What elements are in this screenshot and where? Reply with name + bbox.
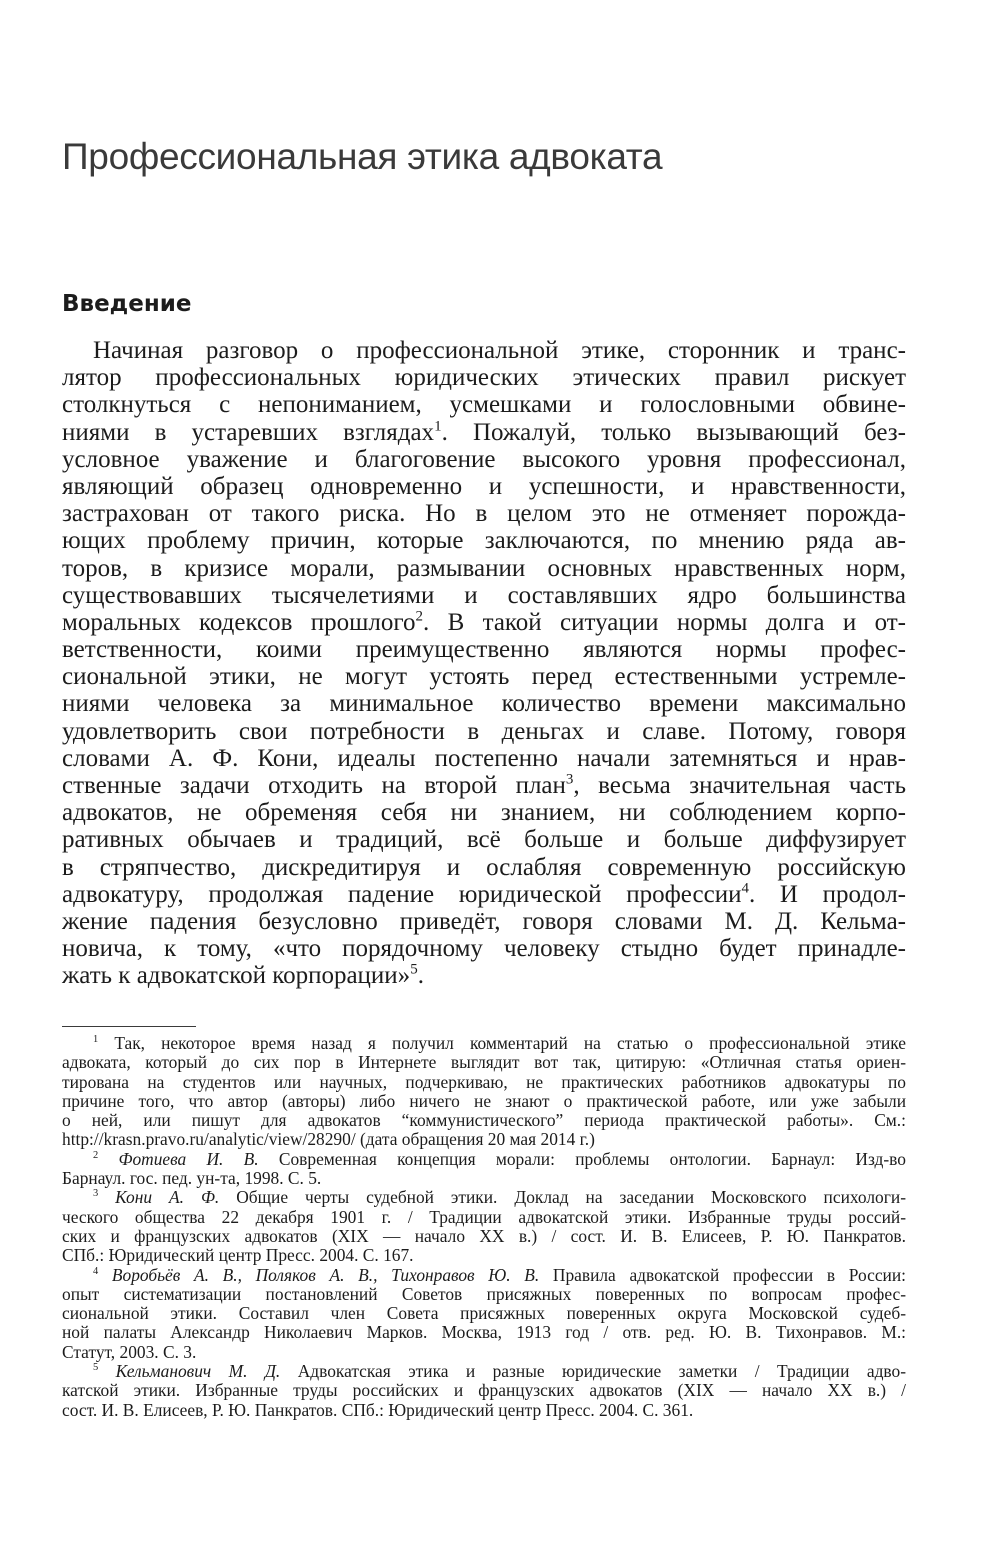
body-line: адвокатуру, продолжая падение юридической профессии$^4$. И продол-	[62, 880, 906, 908]
footnote-line: катской этики. Избранные труды российских и французских адвокатов (XIX — начало XX в.) /	[62, 1380, 906, 1401]
footnote-line: $^1$ Так, некоторое время назад я получил комментарий на статью о профессиональной этике	[93, 1033, 906, 1053]
footnote	[62, 1266, 906, 1362]
footnote-line: сиональной этики. Составил член Совета присяжных поверенных округа Московской судеб-	[62, 1303, 906, 1324]
footnote-divider	[62, 1026, 196, 1027]
body-line: торов, в кризисе морали, размывании основных нравственных норм,	[62, 554, 906, 582]
body-line: ниями человека за минимальное количество времени максимально	[62, 690, 906, 718]
body-line: ниями в устаревших взглядах$^1$. Пожалуй, только вызывающий без-	[62, 418, 906, 446]
footnote-line: $^2$ Фотиева И. В. Современная концепция морали: проблемы онтологии. Барнаул: Изд-во	[93, 1148, 906, 1169]
body-line: жать к адвокатской корпорации»$^5$.	[62, 961, 424, 990]
footnote	[62, 1150, 906, 1189]
footnote	[62, 1188, 906, 1265]
body-line: словами А. Ф. Кони, идеалы постепенно начали затемняться и нрав-	[62, 744, 906, 772]
footnote-line: адвоката, который до сих пор в Интернете выглядит вот так, цитирую: «Отличная статья ориен-	[62, 1052, 906, 1073]
body-paragraph	[62, 337, 906, 990]
footnote-line: ной палаты Александр Николаевич Марков. Москва, 1913 год / отв. ред. Ю. В. Тихонравов. М.:	[62, 1322, 906, 1343]
footnote-number: 5	[93, 1362, 99, 1374]
footnote-line: опыт систематизации постановлений Советов присяжных поверенных по вопросам профес-	[62, 1283, 906, 1304]
footnote-ref[interactable]: 2	[415, 608, 423, 625]
section-heading: Введение	[62, 291, 192, 317]
footnote-ref[interactable]: 3	[565, 771, 574, 788]
footnote-line: о ней, или пишут для адвокатов “коммунистического” периода практической работы». См.:	[62, 1110, 906, 1131]
body-line: являющий образец одновременно и успешности, и нравственности,	[62, 472, 906, 500]
footnote	[62, 1034, 906, 1150]
body-line: условное уважение и благоговение высокого уровня профессионал,	[62, 445, 906, 473]
body-line: ственные задачи отходить на второй план$^3$, весьма значительная часть	[62, 771, 906, 799]
footnote-ref[interactable]: 5	[410, 961, 418, 978]
body-line: в стряпчество, дискредитируя и ослабляя современную российскую	[62, 853, 906, 881]
body-line: адвокатов, не обременяя себя ни знанием, ни соблюдением корпо-	[62, 799, 906, 827]
body-line: столкнуться с непониманием, усмешками и голословными обвине-	[62, 391, 906, 419]
body-line: жение падения безусловно приведёт, говоря словами М. Д. Кельма-	[62, 907, 906, 935]
footnote-line: Статут, 2003. С. 3.	[62, 1341, 197, 1362]
footnote-author: Кельманович М. Д.	[115, 1361, 281, 1382]
footnote-number: 1	[93, 1034, 99, 1046]
chapter-title: Профессиональная этика адвоката	[62, 136, 663, 177]
body-line: лятор профессиональных юридических этических правил рискует	[62, 364, 906, 392]
footnote-line: СПб.: Юридический центр Пресс. 2004. С. 167.	[62, 1245, 414, 1266]
body-line: Начиная разговор о профессиональной этике, сторонник и транс-	[93, 337, 906, 364]
footnotes	[62, 1034, 906, 1420]
footnote-line: $^3$ Кони А. Ф. Общие черты судебной этики. Доклад на заседании Московского психологи-	[93, 1187, 906, 1208]
footnote-line: Барнаул. гос. пед. ун-та, 1998. С. 5.	[62, 1168, 322, 1189]
footnote-link[interactable]: http://krasn.pravo.ru/analytic/view/28290/ (дата обращения 20 мая 2014 г.)	[62, 1129, 595, 1150]
footnote-line: ских и французских адвокатов (XIX — начало XX в.) / сост. И. В. Елисеев, Р. Ю. Панкратов.	[62, 1225, 906, 1246]
footnote-number: 3	[93, 1188, 99, 1200]
body-line: ративных обычаев и традиций, всё больше и больше диффузирует	[62, 826, 906, 854]
footnote-number: 2	[93, 1149, 99, 1161]
footnote-ref[interactable]: 1	[434, 418, 442, 435]
footnote-number: 4	[93, 1265, 99, 1277]
body-line: новича, к тому, «что порядочному человеку стыдно будет принадле-	[62, 935, 906, 963]
body-line: ветственности, коими преимущественно являются нормы профес-	[62, 636, 906, 664]
body-line: удовлетворить свои потребности в деньгах и славе. Потому, говоря	[62, 717, 906, 745]
footnote	[62, 1362, 906, 1420]
footnote-ref[interactable]: 4	[741, 880, 749, 897]
footnote-author: Фотиева И. В.	[118, 1148, 259, 1169]
footnote-author: Воробьёв А. В., Поляков А. В., Тихонравов Ю. В.	[111, 1264, 540, 1285]
body-line: ющих проблему причин, которые заключаются, по мнению ряда ав-	[62, 527, 906, 555]
footnote-line: тирована на студентов или научных, подчеркиваю, не практических работников адвокатуры по	[62, 1071, 906, 1092]
body-line: сиональной этики, не могут устоять перед естественными устремле-	[62, 663, 906, 691]
footnote-line: причине того, что автор (авторы) либо ничего не знают о практической работе, или уже забыли	[62, 1090, 906, 1111]
footnote-line: $^4$ Воробьёв А. В., Поляков А. В., Тихонравов Ю. В. Правила адвокатской профессии в России:	[93, 1264, 906, 1285]
body-line: застрахован от такого риска. Но в целом это не отменяет порожда-	[62, 500, 906, 528]
footnote-line: ческого общества 22 декабря 1901 г. / Традиции адвокатской этики. Избранные труды россий-	[62, 1206, 906, 1227]
footnote-line: сост. И. В. Елисеев, Р. Ю. Панкратов. СПб.: Юридический центр Пресс. 2004. С. 361.	[62, 1399, 694, 1420]
footnote-line: $^5$ Кельманович М. Д. Адвокатская этика и разные юридические заметки / Традиции адво-	[93, 1361, 907, 1382]
body-line: существовавших тысячелетиями и составлявших ядро большинства	[62, 581, 906, 609]
footnote-author: Кони А. Ф.	[115, 1187, 220, 1208]
body-line: моральных кодексов прошлого$^2$. В такой ситуации нормы долга и от-	[62, 608, 906, 636]
